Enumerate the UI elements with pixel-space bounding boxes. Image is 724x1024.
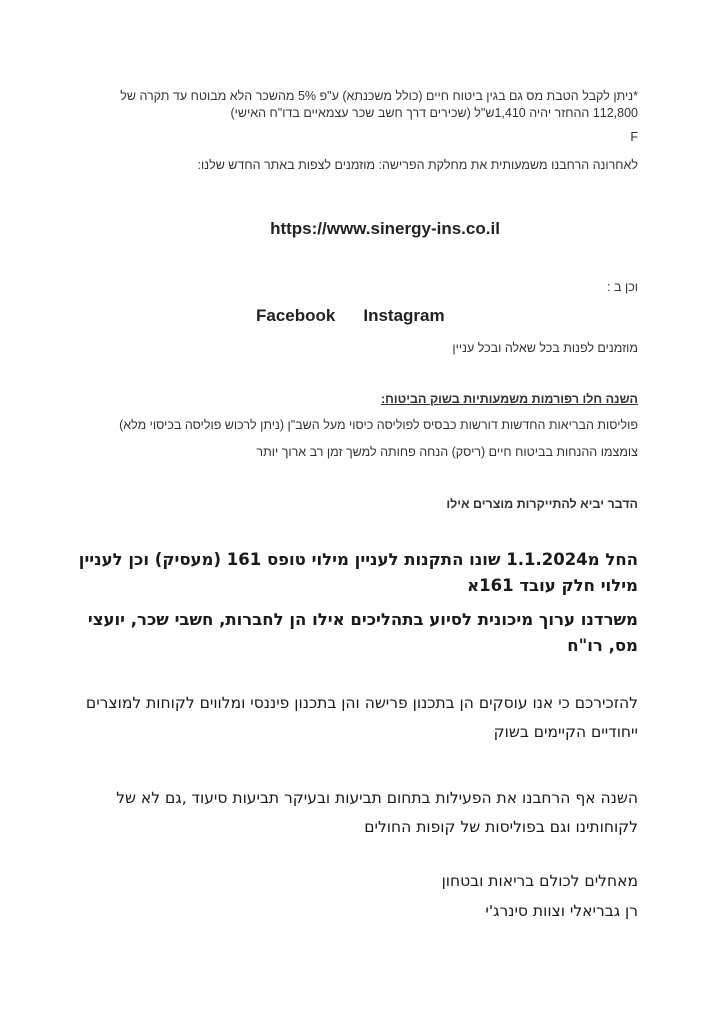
letter-f: F [630,130,638,144]
website-link[interactable]: https://www.sinergy-ins.co.il [270,219,500,238]
instagram-link[interactable]: Instagram [363,306,445,325]
invite-text: מוזמנים לפנות בכל שאלה ובכל עניין [452,341,638,355]
price-increase-note: הדבר יביא להתייקרות מוצרים אילו [446,497,638,511]
office-ready-note: משרדנו ערוך מיכונית לסיוע בתהליכים אילו הן לחברות, חשבי שכר, יועצי מס, רו"ח [87,610,638,655]
closing-wish: מאחלים לכולם בריאות ובטחון [441,872,638,890]
facebook-link[interactable]: Facebook [256,306,336,325]
reform-item-health: פוליסות הבריאות החדשות דורשות כבסיס לפוליסה כיסוי מעל השב"ן (ניתן לרכוש פוליסה בכיסוי מלא) [119,418,638,432]
services-reminder: להזכירכם כי אנו עוסקים הן בתכנון פרישה והן בתכנון פיננסי ומלווים לקוחות למוצרים ייחודיים הקיימים בשוק [85,694,638,741]
tax-benefit-note: *ניתן לקבל הטבת מס גם בגין ביטוח חיים (כולל משכנתא) ע"פ 5% מהשכר הלא מבוטח עד תקרה של 112,800 ההחזר יהיה 1,410ש"ל (שכירים דרך חשב שכר עצמאיים בדו"ח האישי) [120,89,638,120]
retirement-dept-note: לאחרונה הרחבנו משמעותית את מחלקת הפרישה: מוזמנים לצפות באתר החדש שלנו: [197,158,638,172]
social-links [256,306,445,326]
reforms-title: השנה חלו רפורמות משמעותיות בשוק הביטוח: [380,392,638,406]
also-in-label: וכן ב : [607,280,638,294]
claims-expansion: השנה אף הרחבנו את הפעילות בתחום תביעות ובעיקר תביעות סיעוד ,גם לא של לקוחותינו וגם בפוליסות של קופות החולים [116,789,638,836]
signature: רן גבריאלי וצוות סינרג'י [485,902,638,920]
form-161-regulation: החל מ1.1.2024 שונו התקנות לעניין מילוי טופס 161 (מעסיק) וכן לעניין מילוי חלק עובד 161א [78,550,638,595]
reform-item-life: צומצמו ההנחות בביטוח חיים (ריסק) הנחה פחותה למשך זמן רב ארוך יותר [256,445,638,459]
